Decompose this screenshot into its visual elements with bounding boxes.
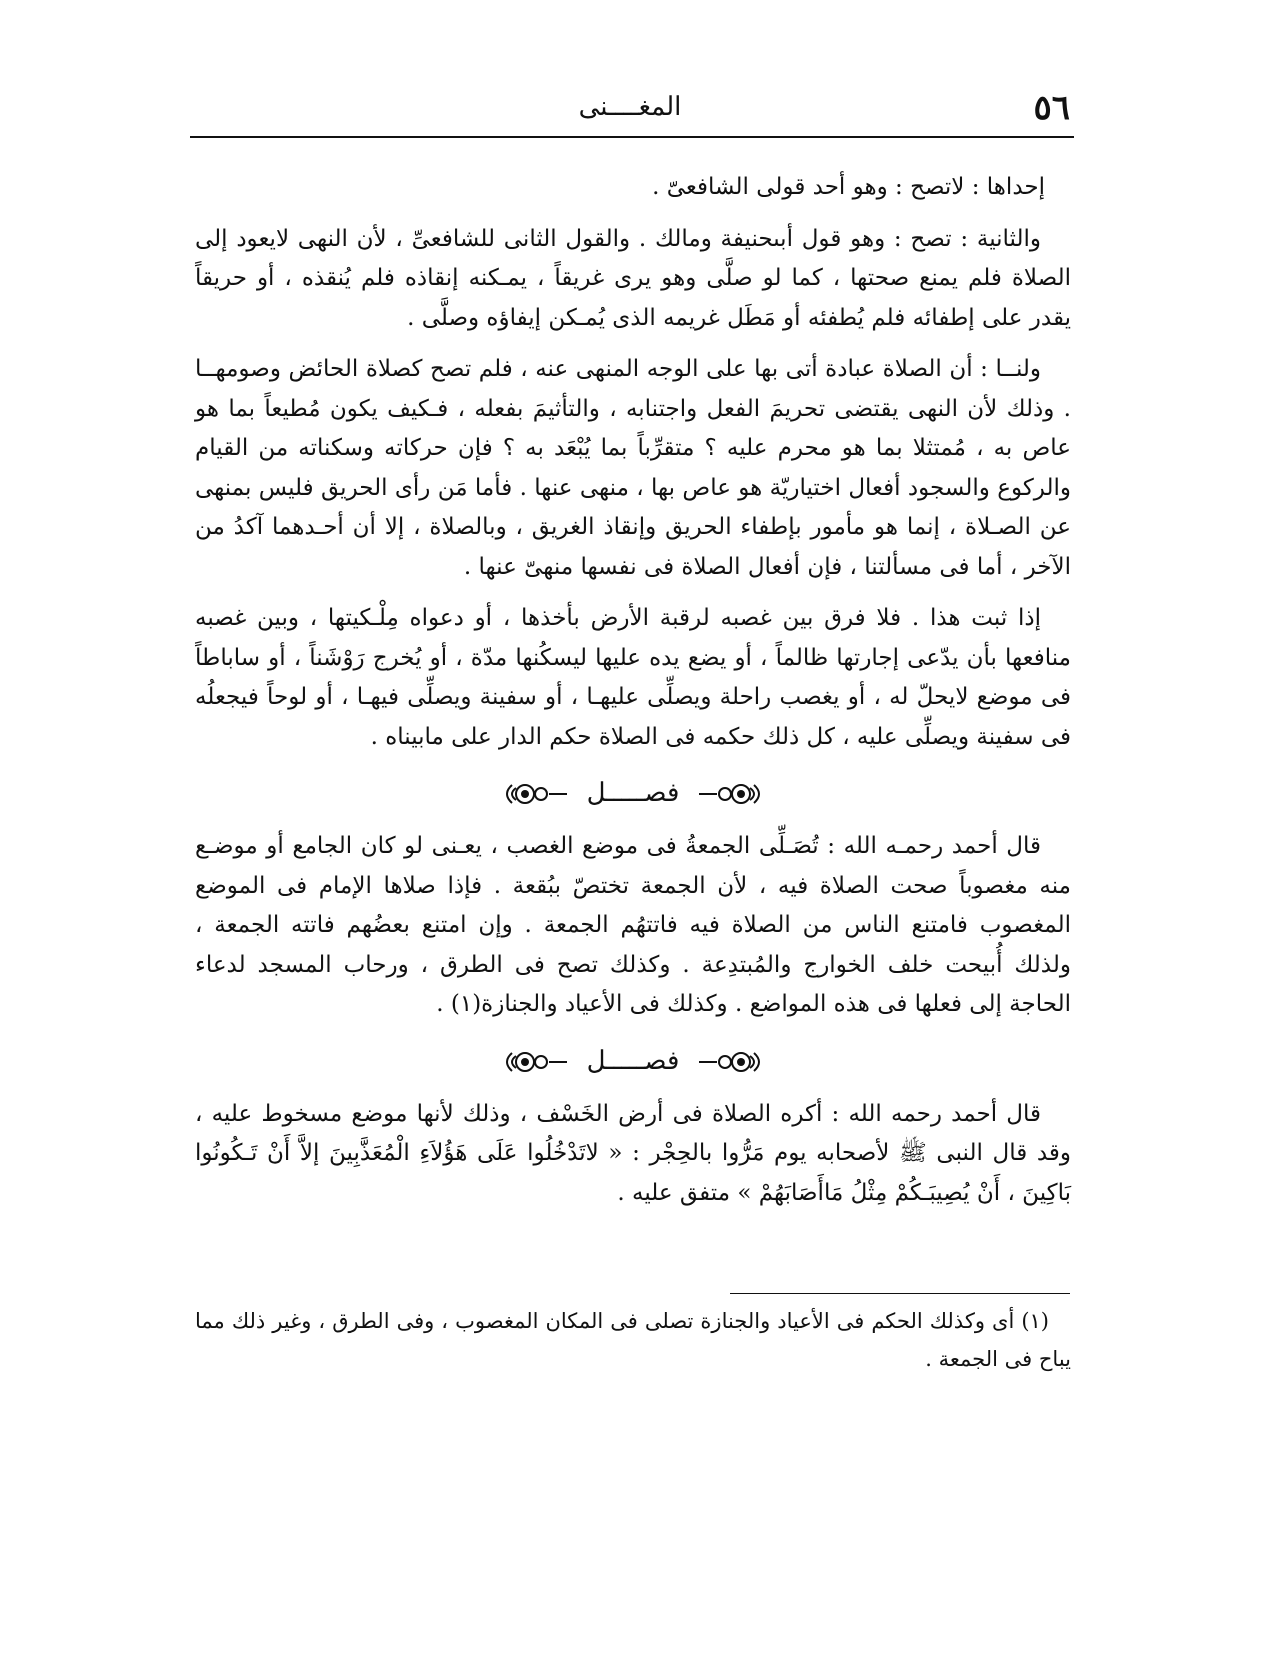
page-header (190, 88, 1070, 136)
paragraph-first-opinion: إحداها : لاتصح : وهو أحد قولى الشافعىّ . (652, 174, 1045, 200)
ornament-icon (499, 1047, 569, 1077)
section-heading-label: فصـــــل (586, 778, 680, 809)
section-heading (195, 769, 1071, 819)
section-heading (195, 1037, 1071, 1087)
page-body (195, 168, 1071, 1225)
running-title: المغــــنى (578, 92, 682, 122)
footnote-rule (730, 1293, 1070, 1294)
paragraph-land-of-sinking: قال أحمد رحمه الله : أكره الصلاة فى أرض الخَسْف ، وذلك لأنها موضع مسخوط عليه ، وقد قال النبى ﷺ لأصحابه يوم مَرُّوا بالحِجْر : « لاتَدْخُلُوا عَلَى هَؤُلاَءِ الْمُعَذَّبِينَ إلاَّ أَنْ تَـكُونُوا بَاكِينَ ، أَنْ يُصِيبَـكُمْ مِثْلُ مَاأَصَابَهُمْ » متفق عليه . (195, 1100, 1071, 1206)
ornament-icon (499, 779, 569, 809)
paragraph-argument: ولنــا : أن الصلاة عبادة أتى بها على الوجه المنهى عنه ، فلم تصح كصلاة الحائض وصومهــا . وذلك لأن النهى يقتضى تحريمَ الفعل واجتنابه ، والتأثيمَ بفعله ، فـكيف يكون مُطيعاً بما هو عاص به ، مُمتثلا بما هو محرم عليه ؟ متقرِّباً بما يُبْعَد به ؟ فإن حركاته وسكناته من القيام والركوع والسجود أفعال اختياريّة هو عاص بها ، منهى عنها . فأما مَن رأى الحريق فليس بمنهى عن الصـلاة ، إنما هو مأمور بإطفاء الحريق وإنقاذ الغريق ، وبالصلاة ، إلا أن أحـدهما آكدُ من الآخر ، أما فى مسألتنا ، فإن أفعال الصلاة فى نفسها منهىّ عنها . (195, 356, 1071, 580)
paragraph-second-opinion: والثانية : تصح : وهو قول أبىحنيفة ومالك . والقول الثانى للشافعىِّ ، لأن النهى لايعود إلى الصلاة فلم يمنع صحتها ، كما لو صلَّى وهو يرى غريقاً ، يمـكنه إنقاذه فلم يُنقذه ، أو حريقاً يقدر على إطفائه فلم يُطفئه أو مَطَل غريمه الذى يُمـكن إيفاؤه وصلَّى . (195, 225, 1071, 331)
section-heading-label: فصـــــل (586, 1045, 680, 1076)
paragraph-friday-prayer: قال أحمد رحمـه الله : تُصَـلِّى الجمعةُ فى موضع الغصب ، يعـنى لو كان الجامع أو موضـع منه مغصوباً صحت الصلاة فيه ، لأن الجمعة تختصّ ببُقعة . فإذا صلاها الإمام فى الموضع المغصوب فامتنع الناس من الصلاة فيه فاتتهُم الجمعة . وإن امتنع بعضُهم فاتته الجمعة ، ولذلك أُبيحت خلف الخوارج والمُبتدِعة . وكذلك تصح فى الطرق ، ورحاب المسجد لدعاء الحاجة إلى فعلها فى هذه المواضع . وكذلك فى الأعياد والجنازة(١) . (195, 833, 1071, 1017)
header-rule (190, 136, 1074, 138)
footnote: (١) أى وكذلك الحكم فى الأعياد والجنازة تصلى فى المكان المغصوب ، وفى الطرق ، وغير ذلك مما يباح فى الجمعة . (195, 1309, 1071, 1371)
ornament-icon (697, 779, 767, 809)
ornament-icon (697, 1047, 767, 1077)
page-number: ٥٦ (1033, 88, 1070, 128)
paragraph-usurpation: إذا ثبت هذا . فلا فرق بين غصبه لرقبة الأرض بأخذها ، أو دعواه مِلْـكيتها ، وبين غصبه منافعها بأن يدّعى إجارتها ظالماً ، أو يضع يده عليها ليسكُنها مدّة ، أو يُخرج رَوْشَناً ، أو ساباطاً فى موضع لايحلّ له ، أو يغصب راحلة ويصلِّى عليهـا ، أو سفينة ويصلِّى فيهـا ، أو لوحاً فيجعلُه فى سفينة ويصلِّى عليه ، كل ذلك حكمه فى الصلاة حكم الدار على مابيناه . (195, 605, 1071, 750)
